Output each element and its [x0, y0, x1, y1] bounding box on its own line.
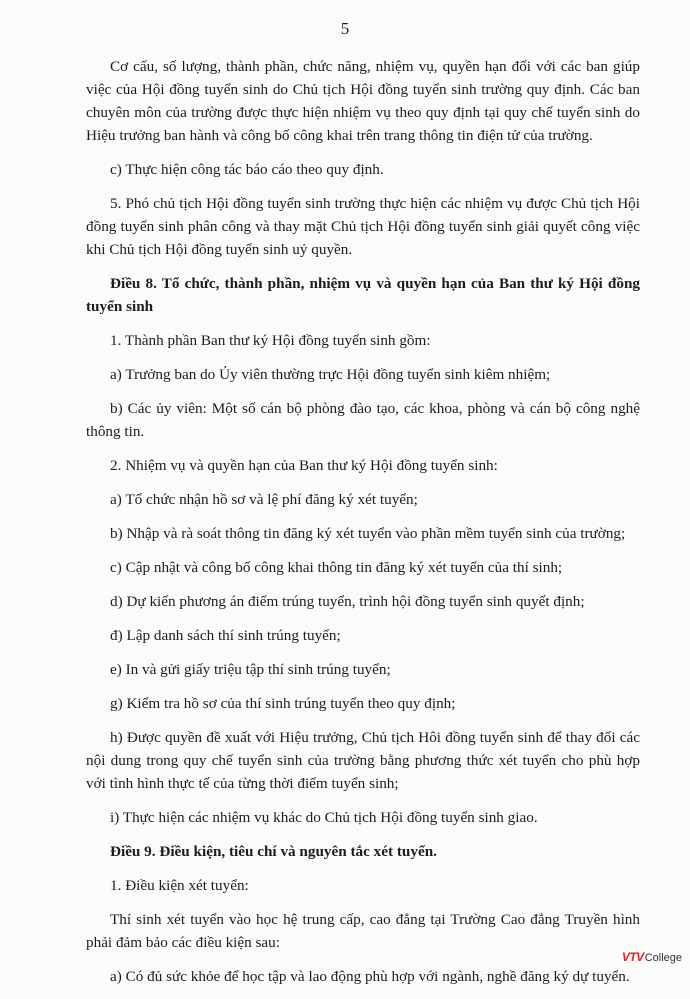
paragraph: h) Được quyền đề xuất với Hiệu trưởng, Chủ tịch Hôi đồng tuyển sinh để thay đổi các nội dung trong quy chế tuyển sinh của trường bằng phương thức xét tuyển cho phù hợp với tình hình thực tế của từng thời điểm tuyển sinh;: [86, 729, 640, 792]
paragraph: a) Có đủ sức khỏe để học tập và lao động phù hợp với ngành, nghề đăng ký dự tuyển.: [110, 968, 630, 985]
paragraph: a) Tổ chức nhận hồ sơ và lệ phí đăng ký xét tuyển;: [110, 491, 418, 508]
paragraph: 1. Thành phần Ban thư ký Hội đồng tuyển sinh gồm:: [110, 332, 431, 349]
page-number: 5: [340, 19, 350, 38]
paragraph: a) Trưởng ban do Ủy viên thường trực Hội đồng tuyển sinh kiêm nhiệm;: [110, 366, 551, 383]
paragraph: c) Cập nhật và công bố công khai thông tin đăng ký xét tuyển của thí sinh;: [110, 559, 563, 576]
paragraph: 2. Nhiệm vụ và quyền hạn của Ban thư ký Hội đồng tuyển sinh:: [110, 457, 498, 474]
article-heading: Điều 9. Điều kiện, tiêu chí và nguyên tắc xét tuyển.: [110, 843, 437, 860]
watermark-logo: [622, 950, 682, 964]
paragraph: d) Dự kiến phương án điểm trúng tuyển, trình hội đồng tuyển sinh quyết định;: [110, 593, 585, 610]
paragraph: c) Thực hiện công tác báo cáo theo quy định.: [110, 161, 384, 178]
watermark-suffix: College: [644, 952, 682, 964]
paragraph: e) In và gửi giấy triệu tập thí sinh trúng tuyển;: [110, 661, 391, 678]
article-heading: Điều 8. Tổ chức, thành phần, nhiệm vụ và quyền hạn của Ban thư ký Hội đồng tuyển sinh: [86, 275, 640, 315]
paragraph: Thí sinh xét tuyển vào học hệ trung cấp, cao đẳng tại Trường Cao đẳng Truyền hình phải đảm bảo các điều kiện sau:: [86, 911, 640, 951]
paragraph: 5. Phó chủ tịch Hội đồng tuyển sinh trường thực hiện các nhiệm vụ được Chủ tịch Hội đồng tuyển sinh phân công và thay mặt Chủ tịch Hội đồng tuyển sinh giải quyết công việc khi Chủ tịch Hội đồng tuyển sinh uỷ quyền.: [86, 195, 640, 258]
paragraph: i) Thực hiện các nhiệm vụ khác do Chủ tịch Hội đồng tuyển sinh giao.: [110, 809, 538, 826]
paragraph: g) Kiểm tra hồ sơ của thí sinh trúng tuyển theo quy định;: [110, 695, 456, 712]
paragraph: Cơ cấu, số lượng, thành phần, chức năng, nhiệm vụ, quyền hạn đối với các ban giúp việc của Hội đồng tuyển sinh do Chủ tịch Hội đồng tuyển sinh trường quy định. Các ban chuyên môn của trường được thực hiện nhiệm vụ theo quy định tại quy chế tuyển sinh do Hiệu trưởng ban hành và công bố công khai trên trang thông tin điện tử của trường.: [86, 58, 640, 144]
paragraph: đ) Lập danh sách thí sinh trúng tuyển;: [110, 627, 341, 644]
paragraph: 1. Điều kiện xét tuyển:: [110, 877, 249, 894]
paragraph: b) Các ủy viên: Một số cán bộ phòng đào tạo, các khoa, phòng và cán bộ công nghệ thông tin.: [86, 400, 640, 440]
document-body: [86, 55, 640, 999]
paragraph: b) Nhập và rà soát thông tin đăng ký xét tuyển vào phần mềm tuyển sinh của trường;: [110, 525, 626, 542]
watermark-brand: VTV: [621, 950, 644, 964]
